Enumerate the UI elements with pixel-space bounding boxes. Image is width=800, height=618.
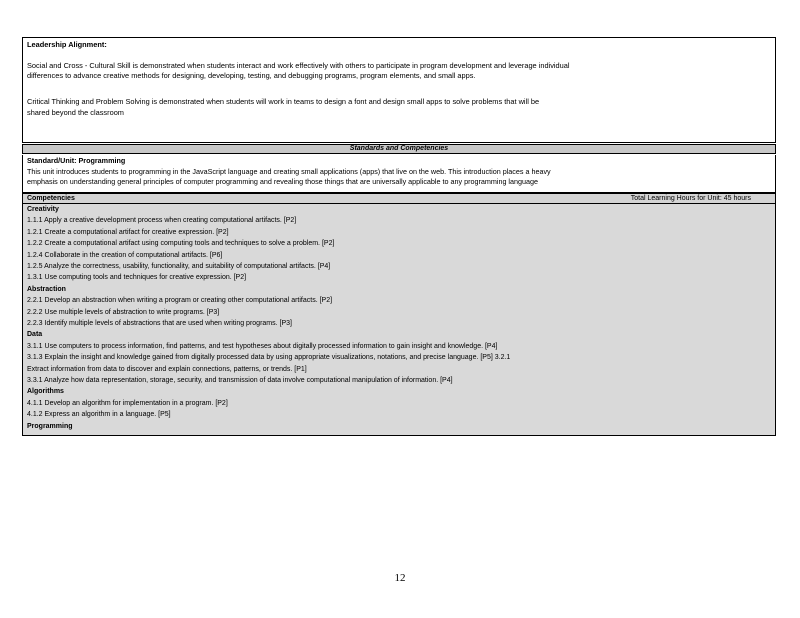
competency-item: 3.3.1 Analyze how data representation, storage, security, and transmission of data involve computational manipulation of information. [P4] [27, 377, 453, 384]
competencies-header [22, 193, 776, 204]
competency-item: 1.2.1 Create a computational artifact for creative expression. [P2] [27, 228, 229, 236]
competency-item: 4.1.1 Develop an algorithm for implementation in a program. [P2] [27, 399, 228, 407]
standards-header: Standards and Competencies [22, 144, 776, 154]
critical-thinking-line-2: shared beyond the classroom [27, 108, 124, 117]
competency-item: 1.3.1 Use computing tools and techniques for creative expression. [P2] [27, 274, 247, 282]
competency-item: 3.1.1 Use computers to process information, find patterns, and test hypotheses about digitally processed information to gain insight and knowledge. [P4] [27, 342, 498, 350]
unit-description-line-2: emphasis on understanding general principles of computer programming and revealing those things that are universally applicable to any programming language [27, 177, 539, 186]
competency-category: Programming [27, 422, 73, 430]
competency-item: 2.2.1 Develop an abstraction when writing a program or creating other computational artifacts. [P2] [27, 297, 333, 305]
competencies-label: Competencies [27, 195, 75, 202]
standard-unit-label: Standard/Unit: Programming [27, 156, 126, 165]
page-number: 12 [394, 572, 406, 584]
social-skill-line-1: Social and Cross - Cultural Skill is demonstrated when students interact and work effectively with others to participate in program development and leverage individual [27, 61, 570, 70]
competency-item: 1.2.4 Collaborate in the creation of computational artifacts. [P6] [27, 251, 223, 259]
critical-thinking-line-1: Critical Thinking and Problem Solving is demonstrated when students will work in teams to design a font and design small apps to solve problems that will be [27, 97, 540, 106]
competency-category: Algorithms [27, 388, 64, 396]
competency-item: 2.2.2 Use multiple levels of abstraction to write programs. [P3] [27, 308, 220, 316]
leadership-alignment-box [22, 37, 776, 143]
competency-item: 1.1.1 Apply a creative development process when creating computational artifacts. [P2] [27, 217, 297, 225]
competency-category: Abstraction [27, 285, 66, 293]
competencies-list [22, 204, 776, 436]
competency-item: Extract information from data to discover and explain connections, patterns, or trends. [P1] [27, 365, 307, 373]
competency-category: Creativity [27, 206, 59, 213]
competency-item: 1.2.2 Create a computational artifact using computing tools and techniques to solve a problem. [P2] [27, 240, 335, 248]
leadership-label: Leadership Alignment: [27, 40, 107, 49]
competency-item: 4.1.2 Express an algorithm in a language. [P5] [27, 411, 171, 419]
competency-item: 3.1.3 Explain the insight and knowledge gained from digitally processed data by using appropriate visualizations, notations, and precise language. [P5] 3.2.1 [27, 354, 511, 362]
standard-unit-box [22, 155, 776, 193]
competency-item: 1.2.5 Analyze the correctness, usability, functionality, and suitability of computational artifacts. [P4] [27, 263, 331, 270]
competency-item: 2.2.3 Identify multiple levels of abstractions that are used when writing programs. [P3] [27, 320, 292, 327]
unit-description-line-1: This unit introduces students to programming in the JavaScript language and creating small applications (apps) that live on the web. This introduction places a heavy [27, 167, 551, 176]
social-skill-line-2: differences to advance creative methods for designing, developing, testing, and debugging programs, program elements, and small apps. [27, 71, 476, 80]
competency-category: Data [27, 331, 43, 339]
total-learning-hours: Total Learning Hours for Unit: 45 hours [630, 195, 751, 202]
